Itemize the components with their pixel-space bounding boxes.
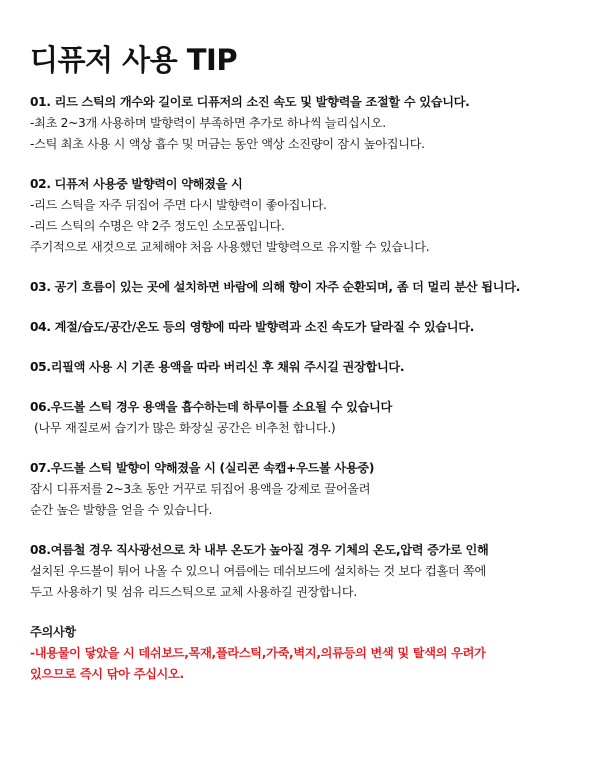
- section-heading: 01. 리드 스틱의 개수와 길이로 디퓨저의 소진 속도 및 발향력을 조절할 수 있습니다.: [30, 95, 470, 109]
- section-03: [30, 277, 584, 298]
- notice-section: [30, 622, 584, 685]
- section-line: -리드 스틱을 자주 뒤집어 주면 다시 발향력이 좋아집니다.: [30, 198, 327, 212]
- page-title: 디퓨저 사용 TIP: [30, 43, 238, 77]
- section-line: 주기적으로 새것으로 교체해야 처음 사용했던 발향력으로 유지할 수 있습니다.: [30, 240, 430, 254]
- section-08: [30, 540, 584, 603]
- section-heading: 03. 공기 흐름이 있는 곳에 설치하면 바람에 의해 향이 자주 순환되며, 좀 더 멀리 분산 됩니다.: [30, 280, 521, 294]
- section-05: [30, 357, 584, 378]
- section-line: -최초 2~3개 사용하며 발향력이 부족하면 추가로 하나씩 늘리십시오.: [30, 116, 386, 130]
- section-line: 두고 사용하기 및 섬유 리드스틱으로 교체 사용하길 권장합니다.: [30, 585, 357, 599]
- section-line: 설치된 우드볼이 튀어 나올 수 있으니 여름에는 데쉬보드에 설치하는 것 보다 컵홀더 쪽에: [30, 564, 486, 578]
- section-line: (나무 재질로써 습기가 많은 화장실 공간은 비추천 합니다.): [34, 421, 336, 435]
- section-heading: 04. 계절/습도/공간/온도 등의 영향에 따라 발향력과 소진 속도가 달라질 수 있습니다.: [30, 320, 475, 334]
- notice-heading: 주의사항: [30, 625, 76, 639]
- section-04: [30, 317, 584, 338]
- section-heading: 07.우드볼 스틱 발향이 약해졌을 시 (실리콘 속캡+우드볼 사용중): [30, 461, 375, 475]
- notice-line: 있으므로 즉시 닦아 주십시오.: [30, 667, 184, 681]
- section-heading: 02. 디퓨저 사용중 발향력이 약해졌을 시: [30, 177, 243, 191]
- section-heading: 05.리필액 사용 시 기존 용액을 따라 버리신 후 채워 주시길 권장합니다.: [30, 360, 405, 374]
- section-02: [30, 174, 584, 258]
- section-line: 순간 높은 발향을 얻을 수 있습니다.: [30, 503, 213, 517]
- section-line: -리드 스틱의 수명은 약 2주 정도인 소모품입니다.: [30, 219, 285, 233]
- section-01: [30, 92, 584, 155]
- section-line: -스틱 최초 사용 시 액상 흡수 및 머금는 동안 액상 소진량이 잠시 높아집니다.: [30, 137, 425, 151]
- notice-line: -내용물이 닿았을 시 데쉬보드,목재,플라스틱,가죽,벽지,의류등의 변색 및 탈색의 우려가: [30, 646, 486, 660]
- section-heading: 08.여름철 경우 직사광선으로 차 내부 온도가 높아질 경우 기체의 온도,압력 증가로 인해: [30, 543, 489, 557]
- section-line: 잠시 디퓨저를 2~3초 동안 거꾸로 뒤집어 용액을 강제로 끌어올려: [30, 482, 371, 496]
- section-06: [30, 397, 584, 439]
- section-heading: 06.우드볼 스틱 경우 용액을 흡수하는데 하루이틀 소요될 수 있습니다: [30, 400, 393, 414]
- section-07: [30, 458, 584, 521]
